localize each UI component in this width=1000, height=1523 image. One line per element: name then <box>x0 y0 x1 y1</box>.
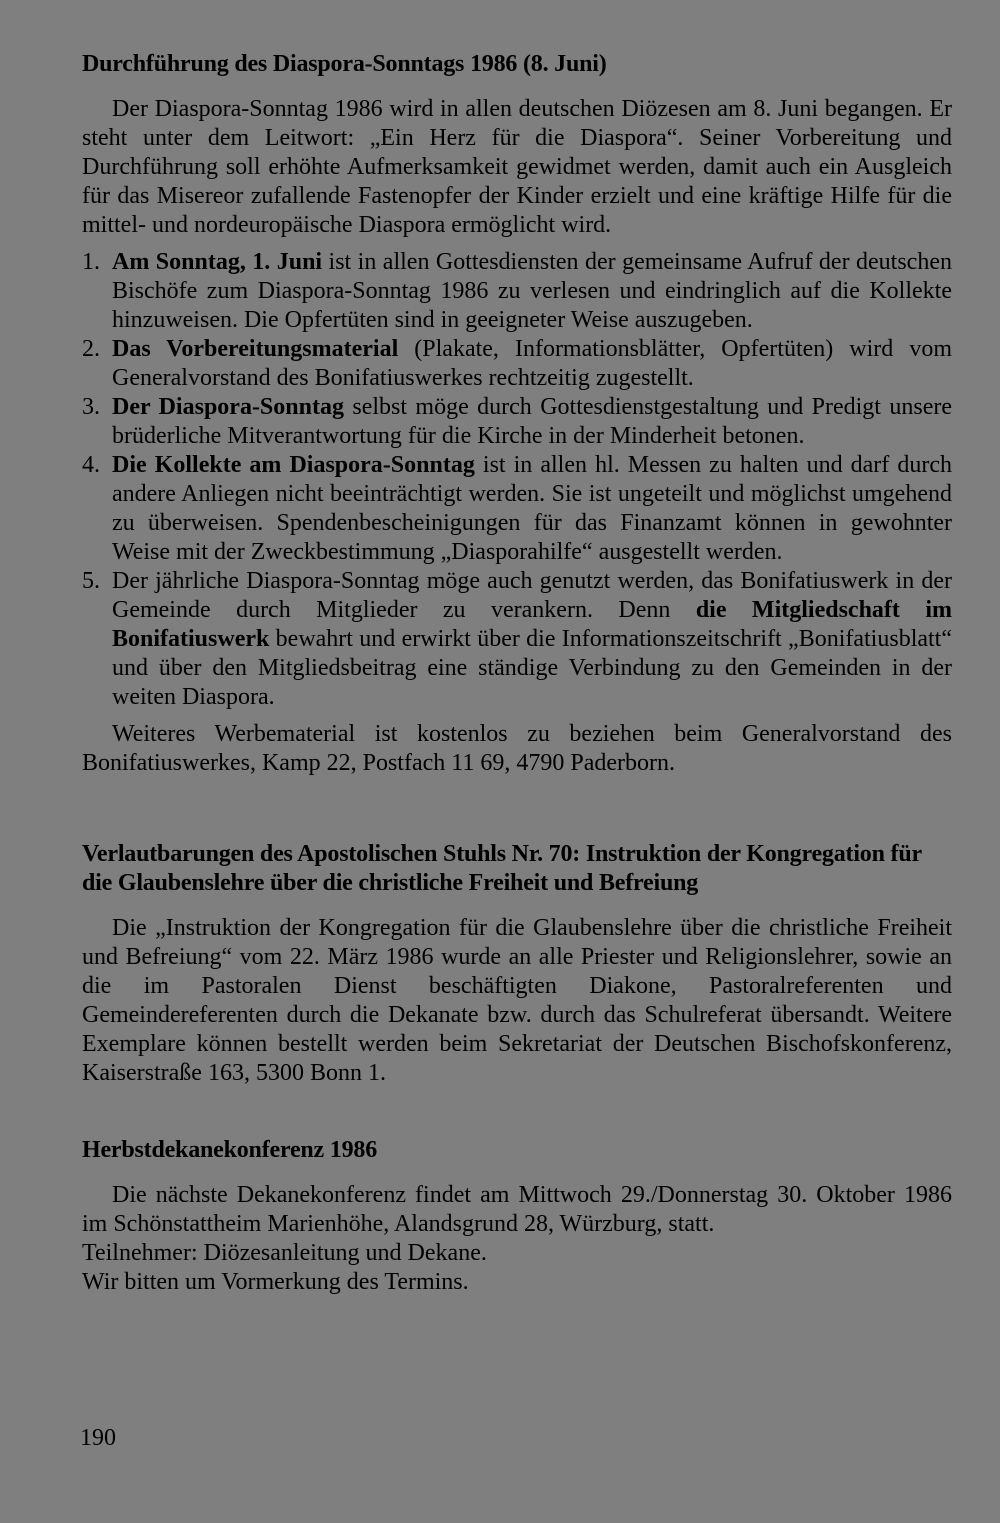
numbered-list <box>82 248 952 712</box>
section-diaspora-sonntag <box>82 50 952 778</box>
section-title: Herbstdekanekonferenz 1986 <box>82 1137 378 1163</box>
document-page <box>82 50 952 1297</box>
item-bold-lead: Das Vorbereitungsmaterial <box>112 336 399 362</box>
list-item <box>82 248 952 335</box>
body-paragraph: Die nächste Dekanekonferenz findet am Mittwoch 29./Donnerstag 30. Oktober 1986 im Schönstattheim Marienhöhe, Alandsgrund 28, Würzburg, statt. <box>82 1182 952 1237</box>
page-number: 190 <box>80 1425 116 1451</box>
item-bold-lead: Am Sonntag, 1. Juni <box>112 249 323 275</box>
body-paragraph: Die „Instruktion der Kongregation für die Glaubenslehre über die christliche Freiheit und Befreiung“ vom 22. März 1986 wurde an alle Priester und Religionslehrer, sowie an die im Pastoralen Dienst beschäftigten Diakone, Pastoralreferenten und Gemeindereferenten durch die Dekanate bzw. durch das Schulreferat übersandt. Weitere Exemplare können bestellt werden beim Sekretariat der Deutschen Bischofskonferenz, Kaiserstraße 163, 5300 Bonn 1. <box>82 915 952 1086</box>
item-bold-lead: Die Kollekte am Diaspora-Sonntag <box>112 452 475 478</box>
list-item <box>82 335 952 393</box>
list-item <box>82 567 952 712</box>
section-verlautbarungen <box>82 840 952 1088</box>
item-number: 4. <box>82 452 100 478</box>
intro-paragraph: Der Diaspora-Sonntag 1986 wird in allen deutschen Diözesen am 8. Juni begangen. Er steht unter dem Leitwort: „Ein Herz für die Diaspora“. Seiner Vorbereitung und Durchführung soll erhöhte Aufmerksamkeit gewidmet werden, damit auch ein Ausgleich für das Misereor zufallende Fastenopfer der Kinder erzielt und eine kräftige Hilfe für die mittel- und nordeuropäische Diaspora ermöglicht wird. <box>82 96 952 238</box>
section-herbstdekanekonferenz <box>82 1136 952 1297</box>
item-text: bewahrt und erwirkt über die Informationszeitschrift „Bonifatiusblatt“ und über den Mitgliedsbeitrag eine ständige Verbindung zu den Gemeinden in der weiten Diaspora. <box>112 626 952 710</box>
item-text: selbst möge durch Gottesdienstgestaltung und Predigt unsere brüderliche Mitverantwortung für die Kirche in der Minderheit betonen. <box>112 394 952 449</box>
section-title: Durchführung des Diaspora-Sonntags 1986 (8. Juni) <box>82 51 607 77</box>
section-title: Verlautbarungen des Apostolischen Stuhls Nr. 70: Instruktion der Kongregation für die Glaubenslehre über die christliche Freiheit und Befreiung <box>82 841 922 896</box>
outro-paragraph: Weiteres Werbematerial ist kostenlos zu beziehen beim Generalvorstand des Bonifatiuswerkes, Kamp 22, Postfach 11 69, 4790 Paderborn. <box>82 721 952 776</box>
reminder-line: Wir bitten um Vormerkung des Termins. <box>82 1269 469 1295</box>
item-text: ist in allen Gottesdiensten der gemeinsame Aufruf der deutschen Bischöfe zum Diaspora-Sonntag 1986 zu verlesen und eindringlich auf die Kollekte hinzuweisen. Die Opfertüten sind in geeigneter Weise auszugeben. <box>112 249 952 333</box>
item-text: ist in allen hl. Messen zu halten und darf durch andere Anliegen nicht beeinträchtigt werden. Sie ist ungeteilt und möglichst umgehend zu überweisen. Spendenbescheinigungen für das Finanzamt können in gewohnter Weise mit der Zweckbestimmung „Diasporahilfe“ ausgestellt werden. <box>112 452 952 565</box>
participants-line: Teilnehmer: Diözesanleitung und Dekane. <box>82 1240 487 1266</box>
item-text: Der jährliche Diaspora-Sonntag möge auch genutzt werden, das Bonifatiuswerk in der Gemeinde durch Mitglieder zu verankern. Denn <box>112 568 952 623</box>
item-bold-lead: Der Diaspora-Sonntag <box>112 394 344 420</box>
item-text: (Plakate, Informationsblätter, Opfertüten) wird vom Generalvorstand des Bonifatiuswerkes rechtzeitig zugestellt. <box>112 336 952 391</box>
item-bold-inline: die Mitgliedschaft im Bonifatiuswerk <box>112 597 952 652</box>
item-number: 2. <box>82 336 100 362</box>
list-item <box>82 451 952 567</box>
list-item <box>82 393 952 451</box>
item-number: 5. <box>82 568 100 594</box>
item-number: 1. <box>82 249 100 275</box>
item-number: 3. <box>82 394 100 420</box>
